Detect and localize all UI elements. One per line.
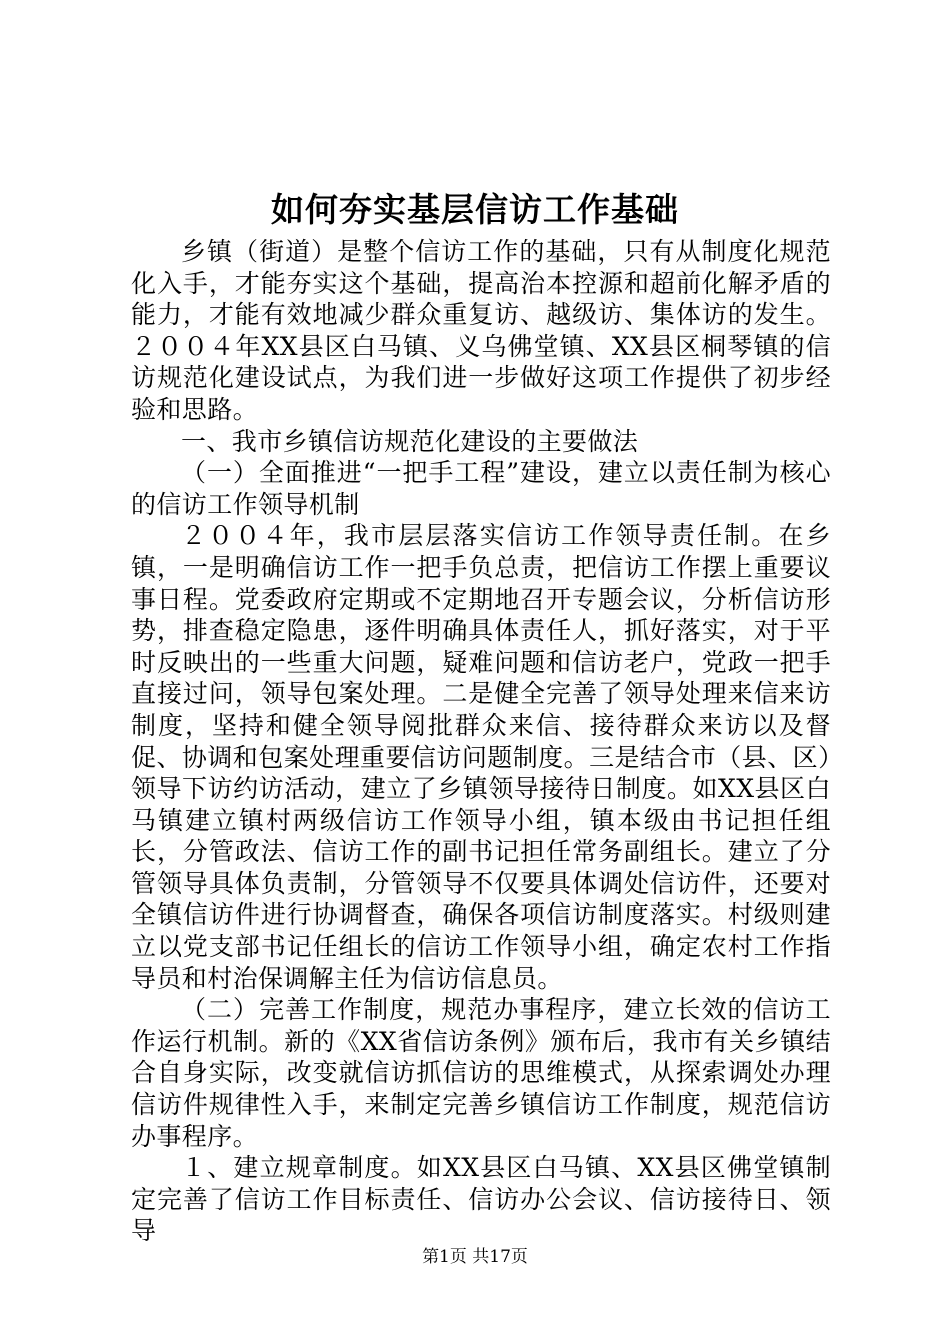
paragraph-responsibility: ２００４年，我市层层落实信访工作领导责任制。在乡镇，一是明确信访工作一把手负总责，把信访工作摆上重要议事日程。党委政府定期或不定期地召开专题会议，分析信访形势，排查稳定隐患，逐件明确具体责任人，抓好落实，对于平时反映出的一些重大问题，疑难问题和信访老户，党政一把手直接过问，领导包案处理。二是健全完善了领导处理来信来访制度，坚持和健全领导阅批群众来信、接待群众来访以及督促、协调和包案处理重要信访问题制度。三是结合市（县、区）领导下访约访活动，建立了乡镇领导接待日制度。如XX县区白马镇建立镇村两级信访工作领导小组，镇本级由书记担任组长，分管政法、信访工作的副书记担任常务副组长。建立了分管领导具体负责制，分管领导不仅要具体调处信访件，还要对全镇信访件进行协调督查，确保各项信访制度落实。村级则建立以党支部书记任组长的信访工作领导小组，确定农村工作指导员和村治保调解主任为信访信息员。	[131, 521, 831, 993]
paragraph-intro: 乡镇（街道）是整个信访工作的基础，只有从制度化规范化入手，才能夯实这个基础，提高治本控源和超前化解矛盾的能力，才能有效地减少群众重复访、越级访、集体访的发生。２００４年XX县区白马镇、义乌佛堂镇、XX县区桐琴镇的信访规范化建设试点，为我们进一步做好这项工作提供了初步经验和思路。	[131, 237, 831, 424]
section-heading-1: 一、我市乡镇信访规范化建设的主要做法	[181, 426, 639, 456]
document-title: 如何夯实基层信访工作基础	[271, 190, 679, 229]
subsection-heading-2: （二）完善工作制度，规范办事程序，建立长效的信访工作运行机制。新的《XX省信访条例》颁布后，我市有关乡镇结合自身实际，改变就信访抓信访的思维模式，从探索调处办理信访件规律性入手，来制定完善乡镇信访工作制度，规范信访办事程序。	[131, 995, 831, 1151]
subsection-heading-1: （一）全面推进“一把手工程”建设，建立以责任制为核心的信访工作领导机制	[131, 458, 831, 519]
page-footer: 第1页 共17页	[422, 1247, 528, 1267]
paragraph-rules: １、建立规章制度。如XX县区白马镇、XX县区佛堂镇制定完善了信访工作目标责任、信访办公会议、信访接待日、领导	[131, 1153, 831, 1246]
document-body	[131, 236, 831, 1247]
